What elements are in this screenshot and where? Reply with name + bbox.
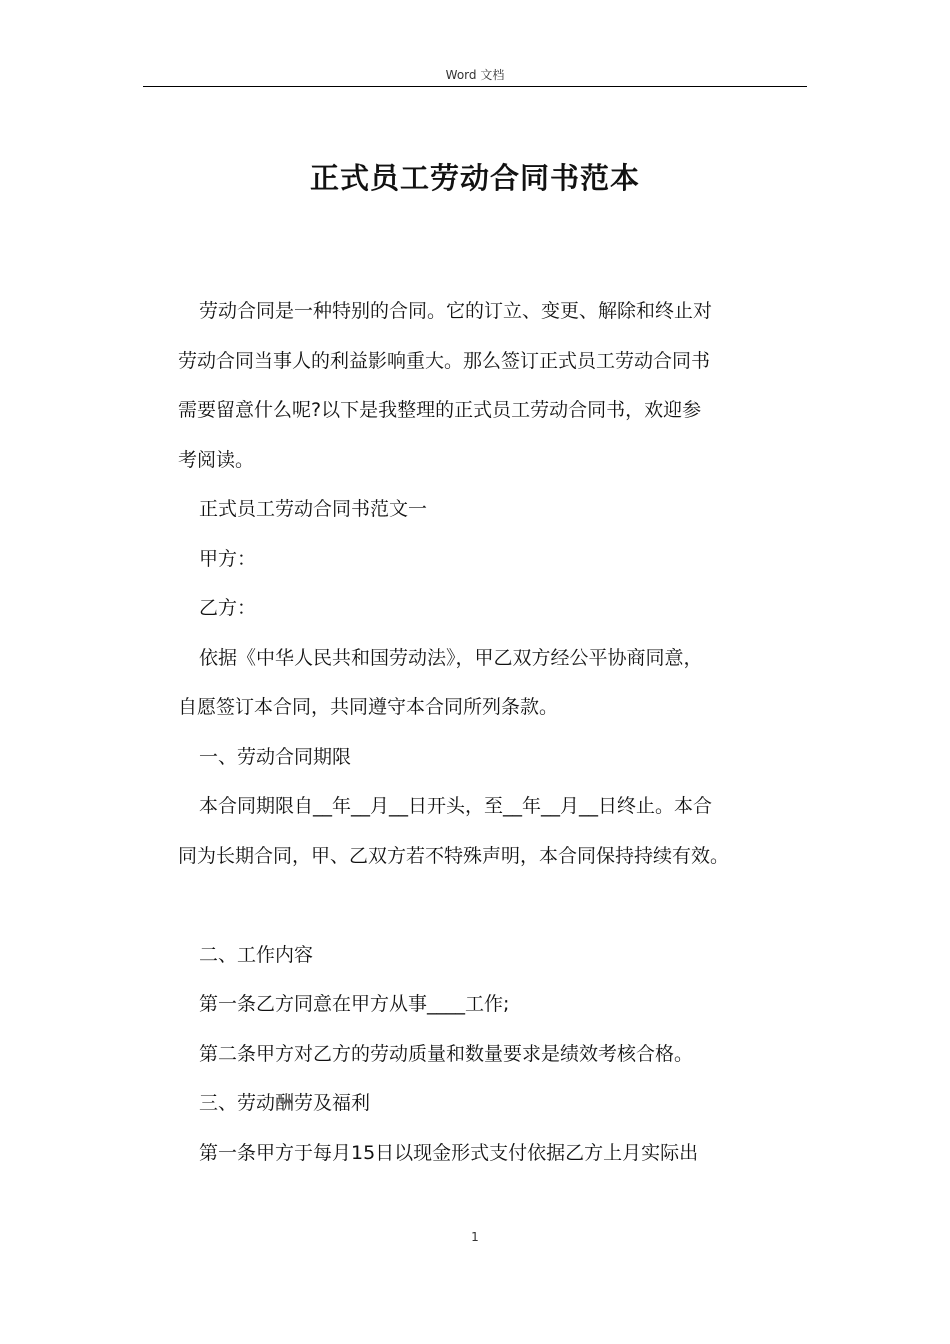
blank-line <box>178 881 826 931</box>
section-3-heading: 三、劳动酬劳及福利 <box>199 1092 371 1114</box>
intro-line-4: 考阅读。 <box>178 448 255 471</box>
section-1-heading: 一、劳动合同期限 <box>199 745 352 768</box>
section-2-heading: 二、工作内容 <box>199 943 314 966</box>
basis-line-2: 自愿签订本合同，共同遵守本合同所列条款。 <box>178 696 559 718</box>
intro-line-1: 劳动合同是一种特别的合同。它的订立、变更、解除和终止对 <box>199 300 713 322</box>
party-a-line: 甲方： <box>199 547 257 570</box>
page-number: 1 <box>471 1230 479 1244</box>
work-clause-1: 第一条乙方同意在甲方从事____工作; <box>199 993 510 1015</box>
document-title: 正式员工劳动合同书范本 <box>309 161 640 195</box>
sample-heading: 正式员工劳动合同书范文一 <box>199 498 428 520</box>
pay-clause-1: 第一条甲方于每月15日以现金形式支付依据乙方上月实际出 <box>199 1141 699 1164</box>
intro-line-3: 需要留意什么呢?以下是我整理的正式员工劳动合同书，欢迎参 <box>178 399 702 421</box>
basis-line-1: 依据《中华人民共和国劳动法》，甲乙双方经公平协商同意， <box>199 646 703 669</box>
term-line-2: 同为长期合同，甲、乙双方若不特殊声明，本合同保持持续有效。 <box>178 844 730 867</box>
work-clause-2: 第二条甲方对乙方的劳动质量和数量要求是绩效考核合格。 <box>199 1042 694 1065</box>
document-body <box>178 287 826 1178</box>
intro-line-2: 劳动合同当事人的利益影响重大。那么签订正式员工劳动合同书 <box>178 349 711 372</box>
term-line-1: 本合同期限自__年__月__日开头，至__年__月__日终止。本合 <box>199 795 713 817</box>
party-b-line: 乙方： <box>199 597 257 619</box>
page-header: Word 文档 <box>445 68 505 82</box>
header-divider <box>143 86 807 87</box>
